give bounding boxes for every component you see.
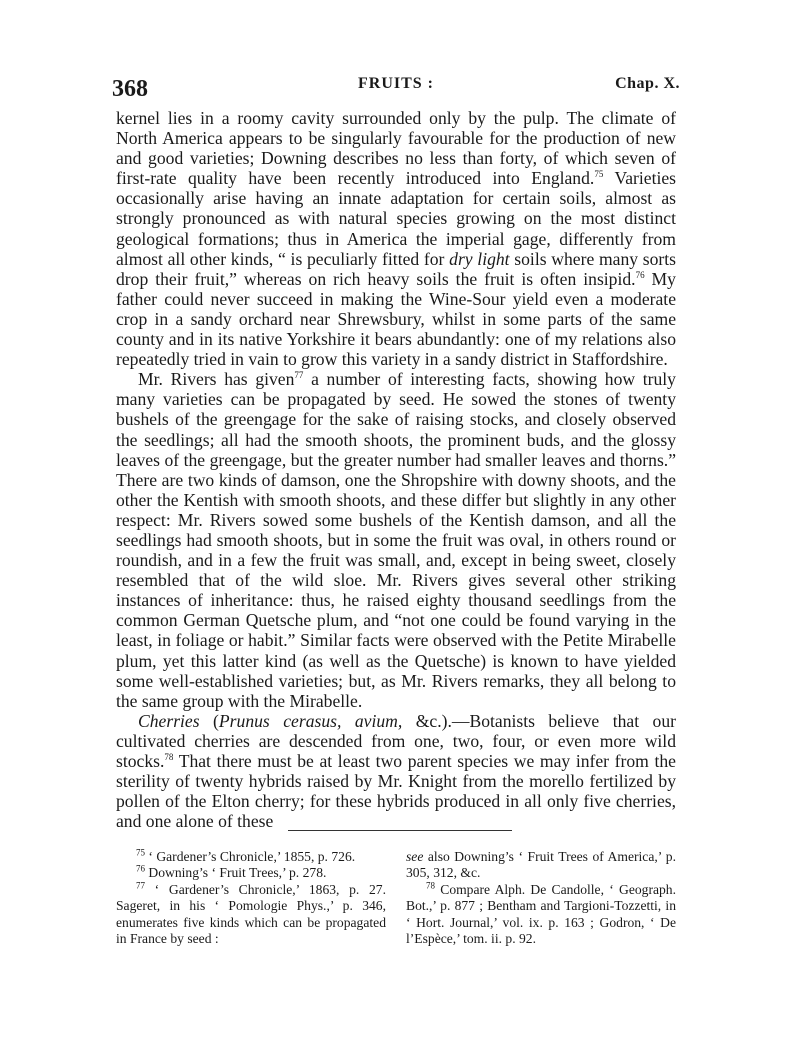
footnote-column-left — [116, 849, 386, 947]
footnote-text: Compare Alph. De Candolle, ‘ Geograph. Bot.,’ p. 877 ; Bentham and Targioni-Tozzetti, in ‘ Hort. Journal,’ vol. ix. p. 163 ; Godron, ‘ De l’Espèce,’ tom. ii. p. 92. — [406, 881, 676, 947]
footnote-ref-78: 78 — [164, 752, 174, 763]
italic-text: Cherries — [138, 710, 200, 731]
footnote-text: also Downing’s ‘ Fruit Trees of America,’ p. 305, 312, &c. — [406, 849, 676, 881]
footnote-text: ‘ Gardener’s Chronicle,’ 1855, p. 726. — [145, 849, 356, 864]
text-run: ( — [199, 710, 219, 731]
text-run: &c.).—Botanists believe that our cultivated cherries are descended from one, two, four, or even more wild stocks. — [116, 710, 676, 771]
text-run: a number of interesting facts, showing how truly many varieties can be propagated by seed. He sowed the stones of twenty bushels of the greengage for the sake of raising stocks, and closely observed the seedlings; all had the smooth shoots, the prominent buds, and the glossy leaves of the greengage, but the greater number had smaller leaves and thorns.” There are two kinds of damson, one the Shropshire with downy shoots, and the other the Kentish with smooth shoots, and these differ but slightly in any other respect: Mr. Rivers sowed some bushels of the Kentish damson, and all the seedlings had smooth shoots, but in some the fruit was oval, in others round or roundish, and in a few the fruit was small, and, except in being sweet, closely resembled that of the wild sloe. Mr. Rivers gives several other striking instances of inheritance: thus, he raised eighty thousand seedlings from the common German Quetsche plum, and “not one could be found varying in the least, in foliage or habit.” Similar facts were observed with the Petite Mirabelle plum, yet this latter kind (as well as the Quetsche) is known to have yielded some well-established varieties; but, as Mr. Rivers remarks, they all belong to the same group with the Mirabelle. — [116, 369, 676, 711]
text-run: Varieties occasionally arise having an innate adaptation for certain soils, almost as strongly pronounced as with natural species growing on the most distinct geological formations; thus in America the imperial gage, differently from almost all other kinds, “ is peculiarly fitted for — [116, 168, 676, 269]
footnote-77-continued — [406, 849, 676, 882]
text-run: soils where many sorts drop their fruit,” whereas on rich heavy soils the fruit is often insipid. — [116, 248, 677, 289]
footnote-text: Downing’s ‘ Fruit Trees,’ p. 278. — [145, 865, 327, 881]
page-number: 368 — [112, 76, 148, 102]
footnote-mark: 77 — [136, 880, 145, 891]
page-header — [112, 66, 680, 102]
footnote-mark: 78 — [426, 880, 435, 891]
footnotes — [116, 849, 676, 947]
footnote-77 — [116, 882, 386, 948]
paragraph — [116, 711, 676, 832]
text-run: Mr. Rivers has given — [138, 369, 295, 390]
chapter-label: Chap. X. — [615, 75, 680, 92]
footnote-mark: 75 — [136, 847, 145, 858]
running-title: FRUITS : — [357, 75, 434, 92]
main-text — [116, 108, 676, 831]
footnote-78 — [406, 882, 676, 948]
text-run: That there must be at least two parent species we may infer from the sterility of twenty hybrids raised by Mr. Knight from the morello fertilized by pollen of the Elton cherry; for these hybrids produced in all only five cherries, and one alone of these — [116, 751, 676, 832]
paragraph — [116, 108, 676, 369]
paragraph — [116, 369, 676, 711]
footnote-divider — [288, 830, 512, 831]
footnote-text: ‘ Gardener’s Chronicle,’ 1863, p. 27. Sageret, in his ‘ Pomologie Phys.,’ p. 346, enumerates five kinds which can be propagated in France by seed : — [116, 881, 386, 947]
footnote-column-right — [406, 849, 676, 947]
footnote-76 — [116, 865, 386, 881]
text-run: My father could never succeed in making the Wine-Sour yield even a moderate crop in a sandy orchard near Shrewsbury, whilst in some parts of the same county and in its native Yorkshire it bears abundantly: one of my relations also repeatedly tried in vain to grow this variety in a sandy district in Staffordshire. — [116, 268, 676, 370]
footnote-ref-77: 77 — [294, 370, 304, 381]
italic-text: dry light — [449, 248, 510, 269]
italic-text: see — [406, 849, 424, 864]
italic-text: Prunus cerasus, avium, — [218, 710, 403, 731]
footnote-mark: 76 — [136, 863, 145, 874]
footnote-ref-76: 76 — [635, 269, 645, 280]
footnote-75 — [116, 849, 386, 865]
footnote-ref-75: 75 — [594, 169, 604, 180]
text-run: kernel lies in a roomy cavity surrounded only by the pulp. The climate of North America appears to be singularly favourable for the production of new and good varieties; Downing describes no less than forty, of which seven of first-rate quality have been recently introduced into England. — [116, 108, 676, 189]
